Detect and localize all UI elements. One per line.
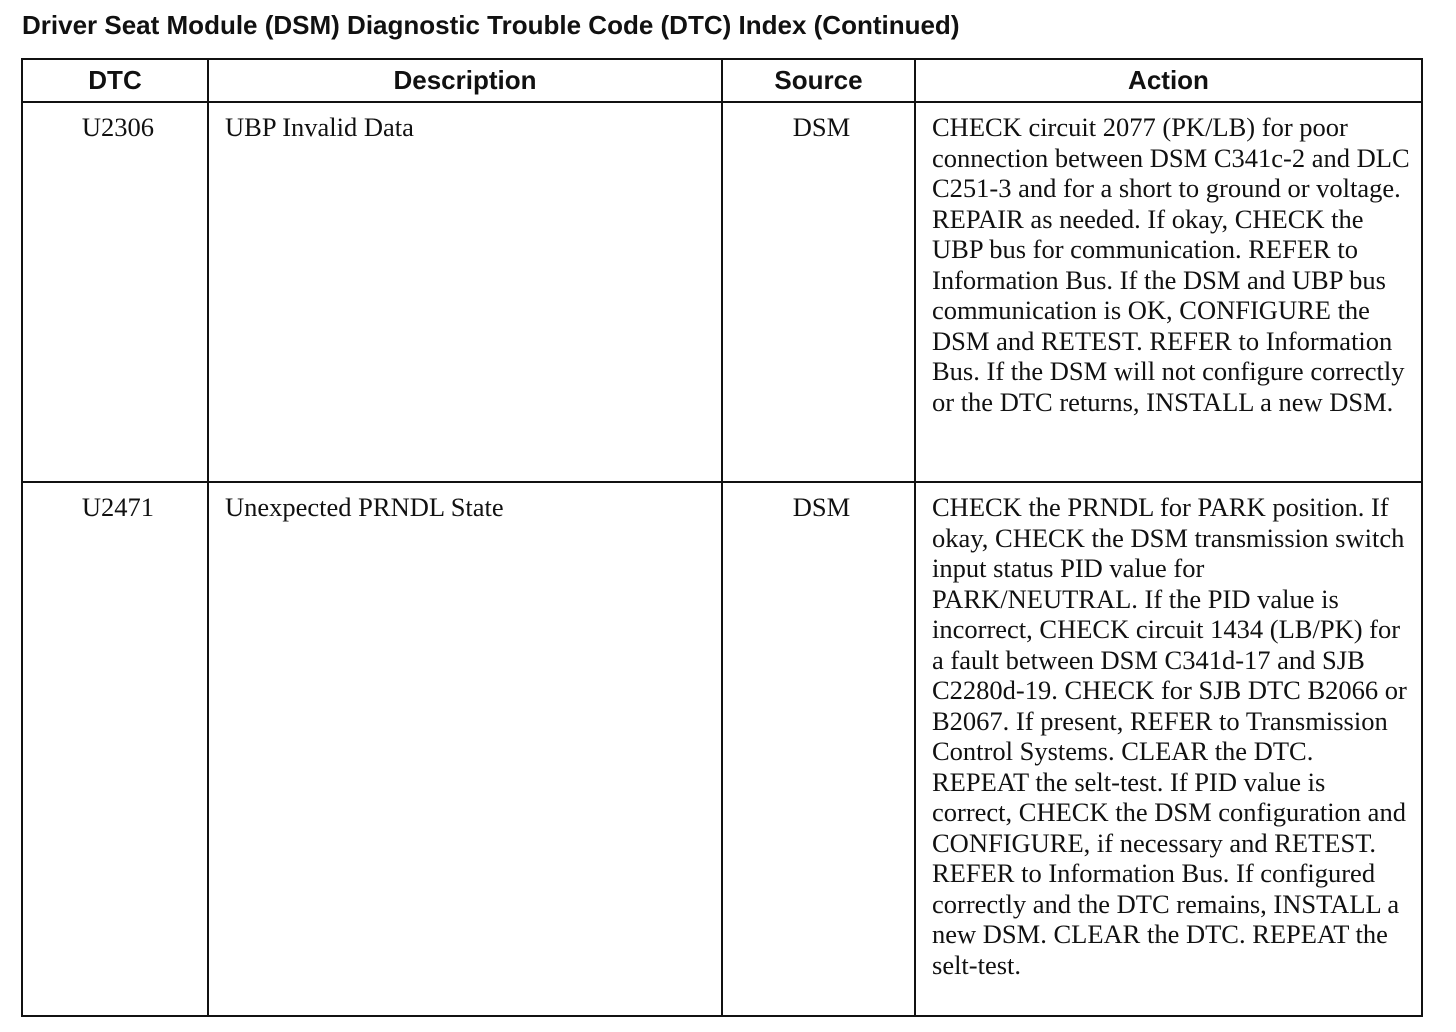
page-title: Driver Seat Module (DSM) Diagnostic Trouble Code (DTC) Index (Continued) <box>22 10 960 40</box>
header-source: Source <box>722 59 915 102</box>
table-row <box>22 482 1422 1016</box>
action-cell: CHECK circuit 2077 (PK/LB) for poor connection between DSM C341c-2 and DLC C251-3 and for a short to ground or voltage. REPAIR as needed. If okay, CHECK the UBP bus for communication. REFER to Information Bus. If the DSM and UBP bus communication is OK, CONFIGURE the DSM and RETEST. REFER to Information Bus. If the DSM will not configure correctly or the DTC returns, INSTALL a new DSM. <box>915 102 1422 482</box>
header-dtc: DTC <box>22 59 208 102</box>
source-cell: DSM <box>722 482 915 1016</box>
dtc-code-cell: U2471 <box>22 482 208 1016</box>
action-cell: CHECK the PRNDL for PARK position. If okay, CHECK the DSM transmission switch input status PID value for PARK/NEUTRAL. If the PID value is incorrect, CHECK circuit 1434 (LB/PK) for a fault between DSM C341d-17 and SJB C2280d-19. CHECK for SJB DTC B2066 or B2067. If present, REFER to Transmission Control Systems. CLEAR the DTC. REPEAT the selt-test. If PID value is correct, CHECK the DSM configuration and CONFIGURE, if necessary and RETEST. REFER to Information Bus. If configured correctly and the DTC remains, INSTALL a new DSM. CLEAR the DTC. REPEAT the selt-test. <box>915 482 1422 1016</box>
description-cell: UBP Invalid Data <box>208 102 722 482</box>
dtc-code-cell: U2306 <box>22 102 208 482</box>
dtc-index-table <box>21 58 1423 1017</box>
header-action: Action <box>915 59 1422 102</box>
table-header-row <box>22 59 1422 102</box>
description-cell: Unexpected PRNDL State <box>208 482 722 1016</box>
source-cell: DSM <box>722 102 915 482</box>
table-row <box>22 102 1422 482</box>
header-description: Description <box>208 59 722 102</box>
